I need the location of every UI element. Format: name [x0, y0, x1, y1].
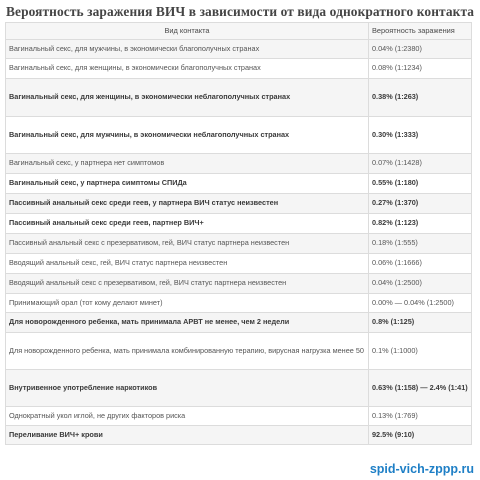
- table-row: [6, 313, 472, 333]
- table-row: [6, 407, 472, 426]
- contact-type-cell: Вагинальный секс, у партнера нет симптомов: [6, 154, 369, 174]
- contact-type-cell: Вагинальный секс, для женщины, в экономически благополучных странах: [6, 59, 369, 79]
- probability-cell: 0.00% — 0.04% (1:2500): [369, 294, 472, 313]
- contact-type-cell: Вагинальный секс, для мужчины, в экономически неблагополучных странах: [6, 117, 369, 154]
- probability-cell: 0.1% (1:1000): [369, 333, 472, 370]
- table-row: [6, 214, 472, 234]
- contact-type-cell: Для новорожденного ребенка, мать принимала АРВТ не менее, чем 2 недели: [6, 313, 369, 333]
- probability-cell: 0.13% (1:769): [369, 407, 472, 426]
- contact-type-cell: Вводящий анальный секс, гей, ВИЧ статус партнера неизвестен: [6, 254, 369, 274]
- contact-type-cell: Вагинальный секс, для женщины, в экономически неблагополучных странах: [6, 79, 369, 117]
- table-row: [6, 426, 472, 445]
- probability-cell: 0.06% (1:1666): [369, 254, 472, 274]
- contact-type-cell: Однократный укол иглой, не других факторов риска: [6, 407, 369, 426]
- probability-cell: 0.8% (1:125): [369, 313, 472, 333]
- table-row: [6, 117, 472, 154]
- table-row: [6, 254, 472, 274]
- probability-cell: 92.5% (9:10): [369, 426, 472, 445]
- table-row: [6, 40, 472, 59]
- probability-cell: 0.27% (1:370): [369, 194, 472, 214]
- contact-type-cell: Для новорожденного ребенка, мать принимала комбинированную терапию, вирусная нагрузка менее 50: [6, 333, 369, 370]
- table-row: [6, 174, 472, 194]
- table-body: [6, 40, 472, 445]
- table-header-row: [6, 23, 472, 40]
- contact-type-cell: Вводящий анальный секс с презервативом, гей, ВИЧ статус партнера неизвестен: [6, 274, 369, 294]
- table-row: [6, 194, 472, 214]
- probability-cell: 0.38% (1:263): [369, 79, 472, 117]
- table-row: [6, 154, 472, 174]
- table-row: [6, 294, 472, 313]
- contact-type-cell: Пассивный анальный секс с презервативом, гей, ВИЧ статус партнера неизвестен: [6, 234, 369, 254]
- contact-type-cell: Пассивный анальный секс среди геев, у партнера ВИЧ статус неизвестен: [6, 194, 369, 214]
- column-header-contact-type: Вид контакта: [6, 23, 369, 40]
- contact-type-cell: Переливание ВИЧ+ крови: [6, 426, 369, 445]
- probability-cell: 0.08% (1:1234): [369, 59, 472, 79]
- table-row: [6, 59, 472, 79]
- probability-cell: 0.04% (1:2500): [369, 274, 472, 294]
- probability-cell: 0.63% (1:158) — 2.4% (1:41): [369, 370, 472, 407]
- contact-type-cell: Принимающий орал (тот кому делают минет): [6, 294, 369, 313]
- hiv-risk-table: [5, 22, 472, 445]
- column-header-probability: Вероятность заражения: [369, 23, 472, 40]
- probability-cell: 0.30% (1:333): [369, 117, 472, 154]
- probability-cell: 0.82% (1:123): [369, 214, 472, 234]
- table-row: [6, 370, 472, 407]
- table-row: [6, 234, 472, 254]
- contact-type-cell: Вагинальный секс, у партнера симптомы СПИДа: [6, 174, 369, 194]
- contact-type-cell: Вагинальный секс, для мужчины, в экономически благополучных странах: [6, 40, 369, 59]
- contact-type-cell: Пассивный анальный секс среди геев, партнер ВИЧ+: [6, 214, 369, 234]
- page-title: Вероятность заражения ВИЧ в зависимости от вида однократного контакта: [6, 4, 475, 19]
- contact-type-cell: Внутривенное употребление наркотиков: [6, 370, 369, 407]
- site-watermark: spid-vich-zppp.ru: [369, 462, 474, 476]
- probability-cell: 0.18% (1:555): [369, 234, 472, 254]
- table-row: [6, 79, 472, 117]
- probability-cell: 0.04% (1:2380): [369, 40, 472, 59]
- probability-cell: 0.55% (1:180): [369, 174, 472, 194]
- table-row: [6, 333, 472, 370]
- probability-cell: 0.07% (1:1428): [369, 154, 472, 174]
- table-row: [6, 274, 472, 294]
